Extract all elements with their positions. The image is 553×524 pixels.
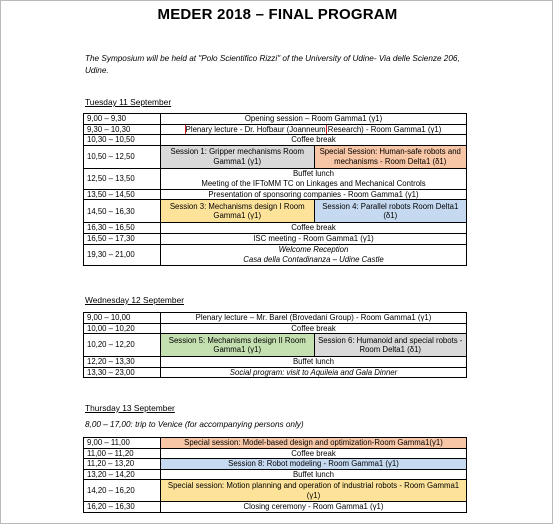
session-left: Session 3: Mechanisms design I Room Gamma1 (γ1) [161,200,314,222]
table-row [84,233,467,244]
time-cell: 16,50 – 17,30 [84,233,161,244]
time-cell: 14,20 – 16,20 [84,480,161,502]
table-row [84,502,467,513]
time-cell: 12,20 – 13,30 [84,357,161,368]
event-cell: Opening session – Room Gamma1 (γ1) [161,114,467,125]
page-title: MEDER 2018 – FINAL PROGRAM [157,6,398,23]
time-cell: 10,20 – 12,20 [84,334,161,357]
event-cell [161,168,467,189]
time-cell: 13,50 – 14,50 [84,189,161,200]
time-cell: 10,00 – 10,20 [84,323,161,334]
time-cell: 16,20 – 16,30 [84,502,161,513]
event-cell [161,124,467,135]
table-row [84,145,467,168]
time-cell: 13,30 – 23,00 [84,367,161,378]
time-cell: 13,20 – 14,20 [84,469,161,480]
event-cell: Social program: visit to Aquileia and Gala Dinner [161,367,467,378]
parallel-sessions-cell [161,200,467,223]
event-cell: Coffee break [161,135,467,146]
event-text: Welcome Reception [278,244,349,254]
time-cell: 11,00 – 11,20 [84,448,161,459]
table-row [84,135,467,146]
event-cell: Coffee break [161,223,467,234]
parallel-sessions-cell [161,145,467,168]
day2-heading: Wednesday 12 September [85,295,185,305]
event-cell: Plenary lecture – Mr. Barel (Brovedani Group) - Room Gamma1 (γ1) [161,313,467,324]
parallel-sessions-cell [161,334,467,357]
time-cell: 14,50 – 16,30 [84,200,161,223]
day1-schedule-table [83,113,467,266]
session-left: Session 1: Gripper mechanisms Room Gamma1 (γ1) [161,146,314,168]
table-row [84,469,467,480]
event-cell: Special session: Motion planning and operation of industrial robots - Room Gamma1 (γ1) [161,480,467,502]
table-row [84,124,467,135]
day2-schedule-table [83,312,467,378]
table-row [84,244,467,265]
session-right: Session 6: Humanoid and special robots - Room Delta1 (δ1) [314,334,467,356]
day1-heading: Tuesday 11 September [85,97,172,107]
event-text: Research) - Room Gamma1 (γ1) [325,124,442,134]
time-cell: 19,30 – 21,00 [84,244,161,265]
event-cell: Session 8: Robot modeling - Room Gamma1 (γ1) [161,459,467,470]
time-cell: 9,30 – 10,30 [84,124,161,135]
event-cell: Coffee break [161,448,467,459]
event-cell: ISC meeting - Room Gamma1 (γ1) [161,233,467,244]
trip-note: 8,00 – 17,00: trip to Venice (for accompanying persons only) [85,420,304,429]
event-text: Buffet lunch [292,169,335,179]
event-text-2: Casa della Contadinanza – Udine Castle [243,254,384,264]
table-row [84,459,467,470]
table-row [84,168,467,189]
table-row [84,480,467,502]
day3-schedule-table [83,437,467,513]
time-cell: 9,00 – 11,00 [84,438,161,449]
event-cell: Coffee break [161,323,467,334]
time-cell: 16,30 – 16,50 [84,223,161,234]
time-cell: 11,20 – 13,20 [84,459,161,470]
intro-paragraph: The Symposium will be held at "Polo Scientifico Rizzi" of the University of Udine- Via delle Scienze 206, Udine. [85,54,460,75]
table-row [84,189,467,200]
event-cell [161,244,467,265]
event-cell: Closing ceremony - Room Gamma1 (γ1) [161,502,467,513]
table-row [84,200,467,223]
table-row [84,223,467,234]
table-row [84,438,467,449]
table-row [84,448,467,459]
event-cell: Presentation of sponsoring companies - Room Gamma1 (γ1) [161,189,467,200]
session-left: Session 5: Mechanisms design II Room Gamma1 (γ1) [161,334,314,356]
highlighted-selection: Plenary lecture - Dr. Hofbaur (Joanneum [185,124,326,134]
time-cell: 10,50 – 12,50 [84,145,161,168]
event-cell: Special session: Model-based design and optimization-Room Gamma1(γ1) [161,438,467,449]
table-row [84,313,467,324]
table-row [84,357,467,368]
session-right: Session 4: Parallel robots Room Delta1 (δ1) [314,200,467,222]
table-row [84,323,467,334]
table-row [84,367,467,378]
time-cell: 12,50 – 13,50 [84,168,161,189]
time-cell: 9,00 – 10,00 [84,313,161,324]
day3-heading: Thursday 13 September [85,403,175,413]
table-row [84,334,467,357]
event-cell: Buffet lunch [161,469,467,480]
event-cell: Buffet lunch [161,357,467,368]
time-cell: 9,00 – 9,30 [84,114,161,125]
time-cell: 10,30 – 10,50 [84,135,161,146]
session-right: Special Session: Human-safe robots and mechanisms - Room Delta1 (δ1) [314,146,467,168]
event-text-2: Meeting of the IFToMM TC on Linkages and Mechanical Controls [201,178,426,188]
table-row [84,114,467,125]
